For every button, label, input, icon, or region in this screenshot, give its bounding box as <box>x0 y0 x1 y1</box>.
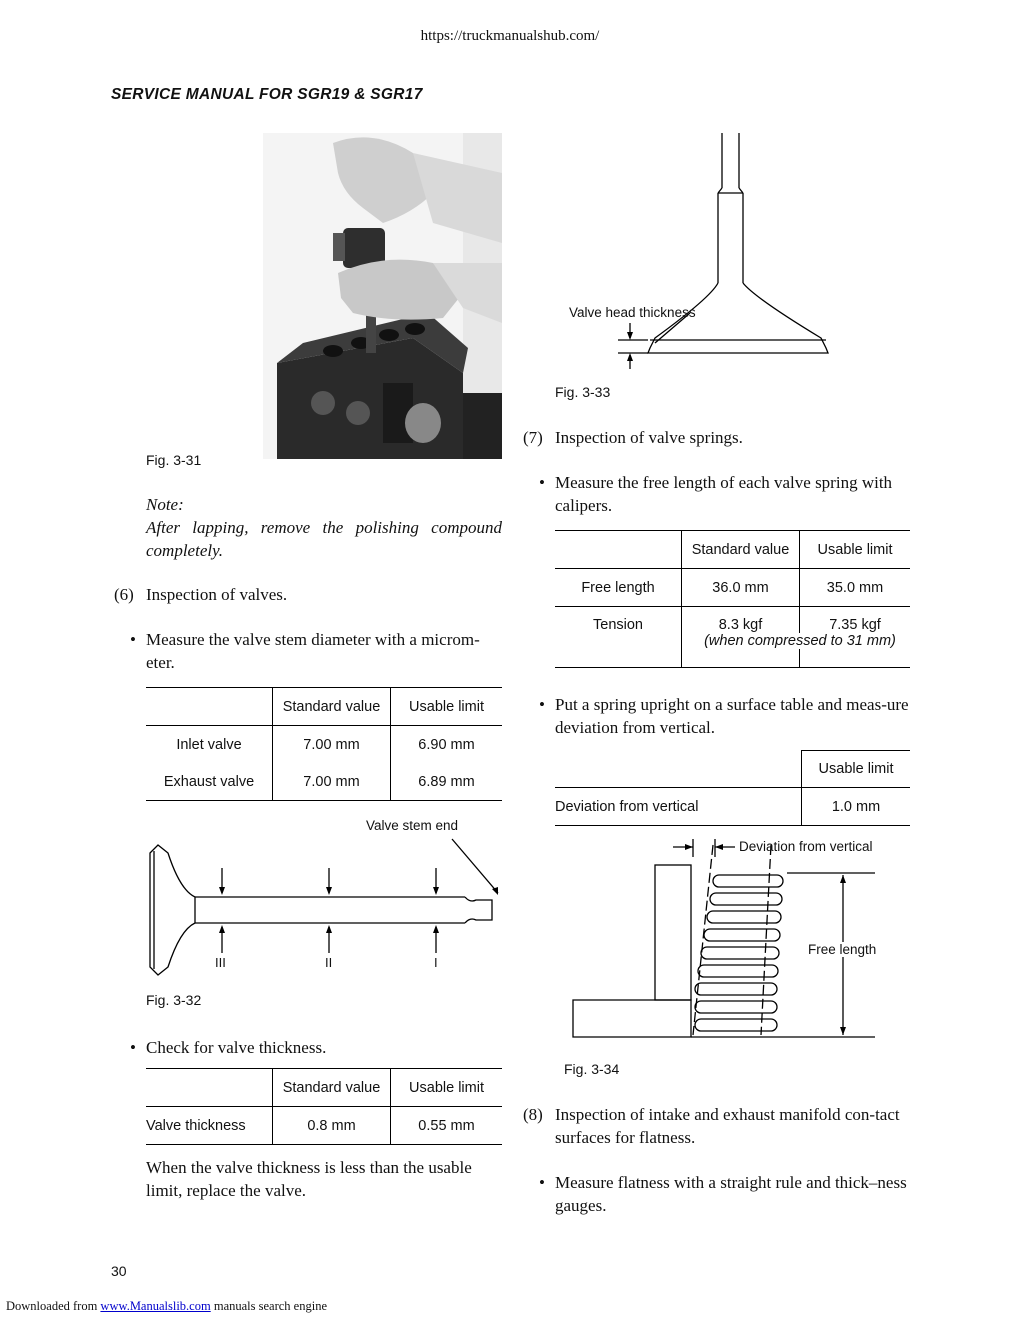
fig-3-31-caption: Fig. 3-31 <box>146 452 202 468</box>
deviation-label: Deviation from vertical <box>739 839 873 854</box>
table-header-limit: Usable limit <box>802 750 911 788</box>
compression-note: (when compressed to 31 mm) <box>682 633 918 649</box>
table-header-limit: Usable limit <box>391 1069 503 1107</box>
manualslib-link[interactable]: www.Manualslib.com <box>100 1299 211 1313</box>
free-length-label: Free length <box>808 942 877 957</box>
table-cell: 35.0 mm <box>800 569 911 607</box>
table-cell: 8.3 kgf <box>682 607 800 668</box>
bullet-measure-stem: Measure the valve stem diameter with a microm-eter. <box>146 630 480 672</box>
table-row <box>146 726 502 764</box>
table-cell: 7.00 mm <box>273 763 391 801</box>
table-header-row <box>555 750 910 788</box>
table-cell: 0.8 mm <box>273 1107 391 1145</box>
source-url: https://truckmanualshub.com/ <box>420 28 600 44</box>
bullet-measure-free-length: Measure the free length of each valve spring with calipers. <box>555 473 893 515</box>
table-cell: 7.35 kgf <box>800 607 911 668</box>
bullet-deviation: Put a spring upright on a surface table and meas-ure deviation from vertical. <box>555 695 909 737</box>
note-text: After lapping, remove the polishing compound completely. <box>146 518 502 560</box>
section-6-number: (6) <box>114 585 134 604</box>
page-number: 30 <box>111 1263 127 1279</box>
table-cell: 1.0 mm <box>802 788 911 826</box>
spring-deviation-diagram <box>565 835 885 1045</box>
table-cell: Exhaust valve <box>146 763 273 801</box>
section-6-title: Inspection of valves. <box>146 585 288 604</box>
download-footer <box>6 1299 327 1314</box>
deviation-table <box>555 750 910 826</box>
replace-valve-paragraph: When the valve thickness is less than the usable limit, replace the valve. <box>146 1158 472 1200</box>
table-cell <box>555 750 802 788</box>
section-8-number: (8) <box>523 1105 543 1124</box>
table-header-standard: Standard value <box>273 688 391 726</box>
footer-prefix: Downloaded from <box>6 1299 98 1313</box>
table-cell: Free length <box>555 569 682 607</box>
fig-3-33-caption: Fig. 3-33 <box>555 384 611 400</box>
note-label: Note: <box>146 495 184 514</box>
table-cell: 6.89 mm <box>391 763 503 801</box>
footer-suffix: manuals search engine <box>213 1299 327 1313</box>
table-header-row <box>146 1069 502 1107</box>
bullet-dot: • <box>539 473 545 492</box>
bullet-dot: • <box>539 695 545 714</box>
table-cell <box>555 531 682 569</box>
table-cell: Tension <box>555 607 682 668</box>
table-header-limit: Usable limit <box>800 531 911 569</box>
table-header-row <box>146 688 502 726</box>
table-cell: 7.00 mm <box>273 726 391 764</box>
table-cell: Deviation from vertical <box>555 788 802 826</box>
table-row <box>146 763 502 801</box>
table-header-limit: Usable limit <box>391 688 503 726</box>
table-row <box>146 1107 502 1145</box>
valve-thickness-table <box>146 1068 502 1145</box>
fig-3-34-caption: Fig. 3-34 <box>564 1061 620 1077</box>
spring-coils <box>695 875 783 1031</box>
table-cell: 6.90 mm <box>391 726 503 764</box>
table-cell: Valve thickness <box>146 1107 273 1145</box>
mark-ii: II <box>325 955 333 970</box>
bullet-dot: • <box>130 630 136 649</box>
measure-arrow <box>222 868 436 953</box>
valve-stem-table <box>146 687 502 801</box>
table-cell <box>146 1069 273 1107</box>
section-7-number: (7) <box>523 428 543 447</box>
table-cell: 36.0 mm <box>682 569 800 607</box>
bullet-flatness: Measure flatness with a straight rule and thick–ness gauges. <box>555 1173 907 1215</box>
manual-header: SERVICE MANUAL FOR SGR19 & SGR17 <box>111 86 423 103</box>
table-row <box>555 569 910 607</box>
table-cell: Inlet valve <box>176 736 242 753</box>
table-row <box>555 788 910 826</box>
table-cell: 0.55 mm <box>391 1107 503 1145</box>
bullet-dot: • <box>539 1173 545 1192</box>
mark-i: I <box>434 955 438 970</box>
table-header-standard: Standard value <box>273 1069 391 1107</box>
table-header-standard: Standard value <box>682 531 800 569</box>
section-8-title: Inspection of intake and exhaust manifold con-tact surfaces for flatness. <box>555 1105 900 1147</box>
fig-3-32-caption: Fig. 3-32 <box>146 992 202 1008</box>
bullet-dot: • <box>130 1038 136 1057</box>
valve-head-diagram <box>600 133 840 373</box>
valve-lapping-photo <box>263 133 502 459</box>
mark-iii: III <box>215 955 226 970</box>
valve-stem-end-label: Valve stem end <box>366 818 459 833</box>
table-cell <box>146 688 273 726</box>
section-7-title: Inspection of valve springs. <box>555 428 743 447</box>
valve-head-thickness-label: Valve head thickness <box>569 305 696 320</box>
table-header-row <box>555 531 910 569</box>
bullet-check-thickness: Check for valve thickness. <box>146 1038 327 1057</box>
